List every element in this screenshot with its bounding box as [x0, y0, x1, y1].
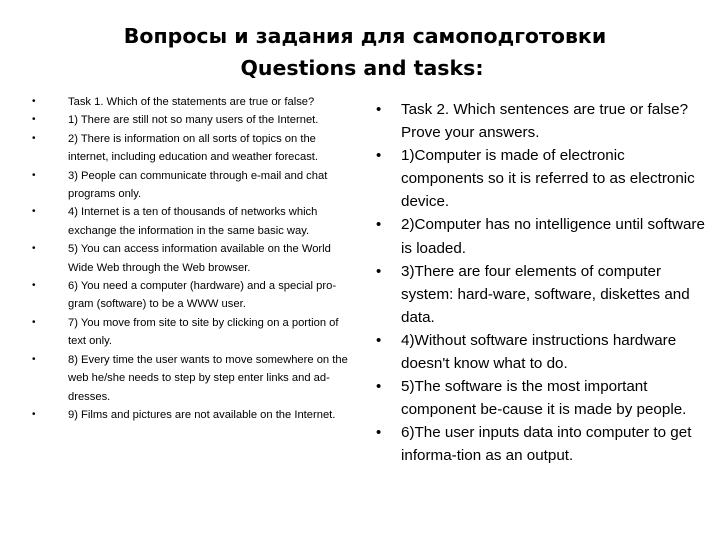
list-item — [32, 314, 352, 351]
list-item — [370, 375, 705, 421]
task2-list — [370, 98, 705, 468]
bullet-icon: • — [376, 378, 382, 396]
bullet-icon: • — [376, 331, 382, 349]
list-item-text: 5)The software is the most important component be-cause it is made by people. — [401, 378, 687, 419]
list-item — [370, 144, 705, 213]
list-item-text: 3) People can communicate through e-mail and chat programs only. — [68, 169, 328, 201]
bullet-icon: • — [376, 424, 382, 442]
list-item-text: 7) You move from site to site by clicking on a portion of text only. — [68, 316, 339, 348]
list-item-text: 8) Every time the user wants to move somewhere on the web he/she needs to step by step enter links and ad-dresses. — [68, 353, 348, 403]
bullet-icon: • — [32, 243, 36, 255]
task1-list — [32, 93, 352, 424]
list-item — [370, 213, 705, 259]
bullet-icon: • — [376, 101, 382, 118]
list-item-text: 1)Computer is made of electronic components so it is referred to as electronic device. — [401, 147, 695, 211]
bullet-icon: • — [376, 147, 382, 165]
list-item-text: 2)Computer has no intelligence until software is loaded. — [401, 216, 705, 257]
title-line-english: Questions and tasks: — [240, 56, 484, 80]
list-item-text: 9) Films and pictures are not available on the Internet. — [68, 408, 336, 421]
bullet-icon: • — [32, 408, 36, 420]
list-item — [32, 203, 352, 240]
list-item — [32, 240, 352, 277]
bullet-icon: • — [376, 262, 382, 280]
list-item-text: 2) There is information on all sorts of topics on the internet, including education and weather forecast. — [68, 132, 319, 164]
list-item — [370, 421, 705, 467]
list-item-text: 1) There are still not so many users of the Internet. — [68, 114, 319, 127]
list-item — [370, 329, 705, 375]
task2-heading — [370, 98, 705, 144]
list-item-text: 4) Internet is a ten of thousands of networks which exchange the information in the same basic way. — [68, 206, 318, 237]
bullet-icon: • — [32, 114, 36, 126]
list-item-text: Task 1. Which of the statements are true or false? — [68, 96, 315, 108]
bullet-icon: • — [32, 132, 36, 144]
list-item — [32, 406, 352, 424]
list-item-text: Task 2. Which sentences are true or false? Prove your answers. — [401, 101, 689, 142]
list-item — [370, 260, 705, 329]
bullet-icon: • — [32, 316, 36, 328]
list-item — [32, 130, 352, 167]
list-item-text: 6)The user inputs data into computer to get informa-tion as an output. — [401, 424, 692, 465]
list-item — [32, 111, 352, 129]
bullet-icon: • — [376, 216, 382, 234]
slide-title — [0, 20, 720, 84]
title-line-russian: Вопросы и задания для самоподготовки — [123, 24, 607, 48]
task1-heading — [32, 93, 352, 111]
list-item — [32, 351, 352, 406]
list-item-text: 4)Without software instructions hardware doesn't know what to do. — [401, 331, 677, 373]
bullet-icon: • — [32, 169, 36, 181]
bullet-icon: • — [32, 206, 36, 218]
list-item — [32, 277, 352, 314]
bullet-icon: • — [32, 96, 36, 107]
bullet-icon: • — [32, 280, 36, 292]
list-item-text: 6) You need a computer (hardware) and a special pro-gram (software) to be a WWW user. — [68, 280, 337, 311]
list-item-text: 3)There are four elements of computer system: hard-ware, software, diskettes and data. — [401, 262, 690, 326]
list-item — [32, 167, 352, 204]
list-item-text: 5) You can access information available on the World Wide Web through the Web browser. — [68, 243, 331, 274]
bullet-icon: • — [32, 353, 36, 365]
